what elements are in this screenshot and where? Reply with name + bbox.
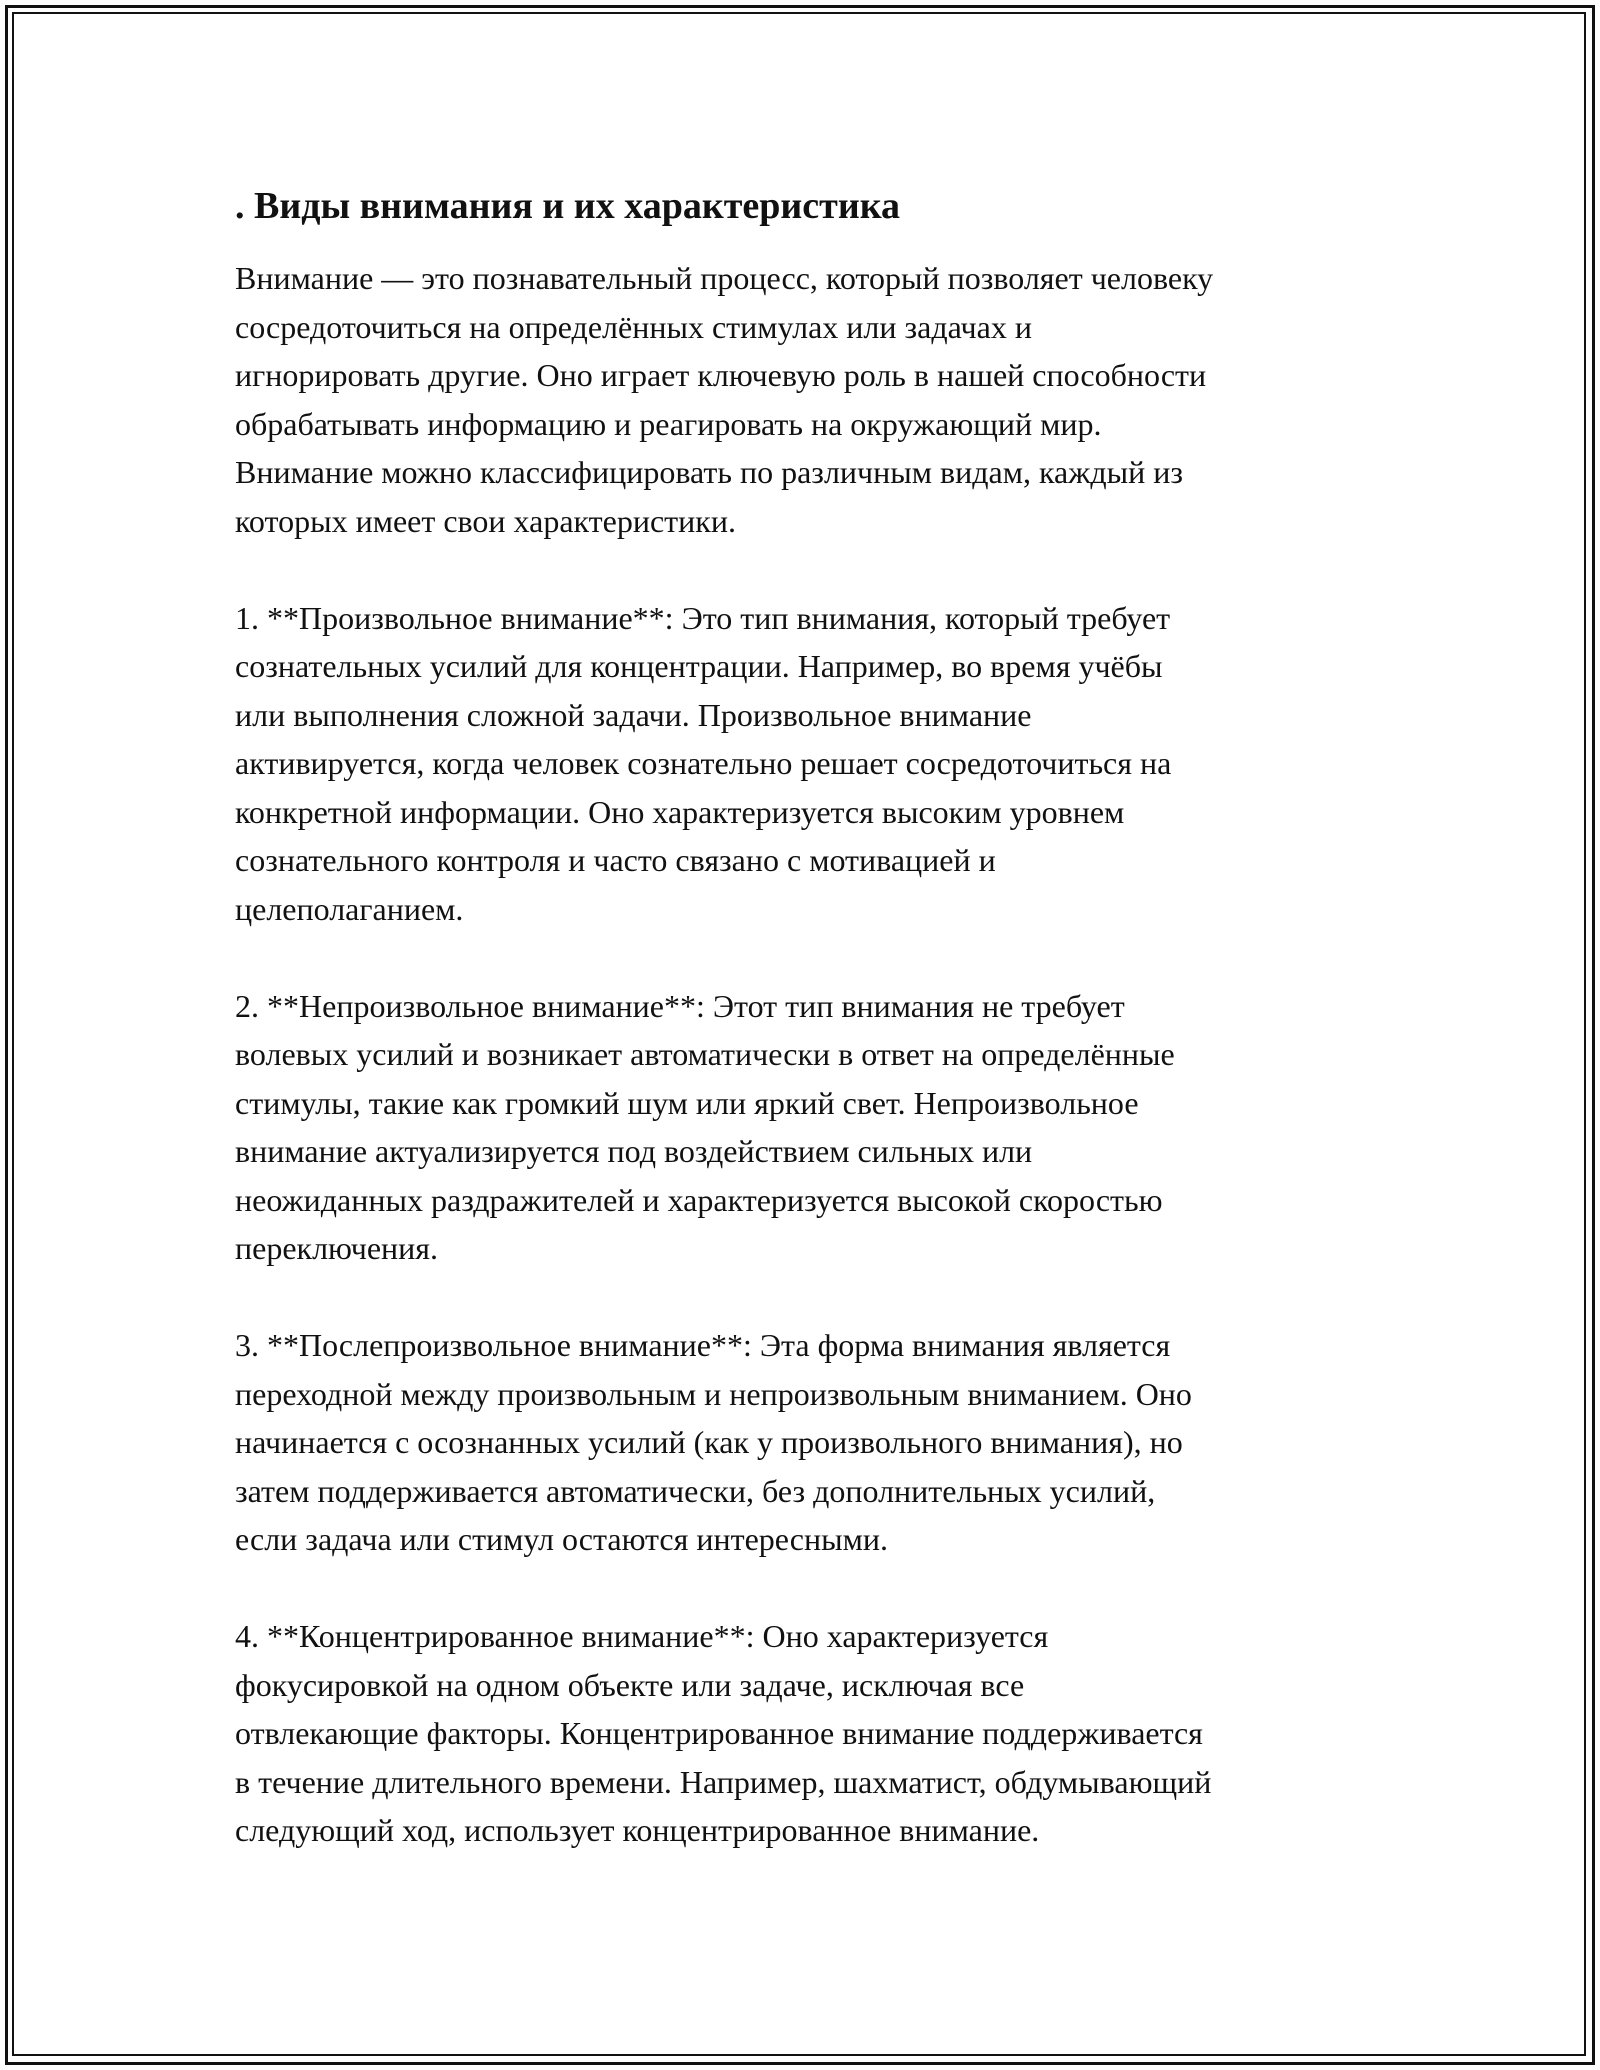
- list-item-post-voluntary-attention: 3. **Послепроизвольное внимание**: Эта форма внимания является переходной между произвольным и непроизвольным вниманием. Оно начинается с осознанных усилий (как у произвольного внимания), но затем поддерживается автоматически, без дополнительных усилий, если задача или стимул остаются интересными.: [235, 1327, 1192, 1557]
- intro-paragraph: Внимание — это познавательный процесс, который позволяет человеку сосредоточиться на определённых стимулах или задачах и игнорировать другие. Оно играет ключевую роль в нашей способности обрабатывать информацию и реагировать на окружающий мир. Внимание можно классифицировать по различным видам, каждый из которых имеет свои характеристики.: [235, 260, 1214, 539]
- list-item-concentrated-attention: 4. **Концентрированное внимание**: Оно характеризуется фокусировкой на одном объекте или задаче, исключая все отвлекающие факторы. Концентрированное внимание поддерживается в течение длительного времени. Например, шахматист, обдумывающий следующий ход, использует концентрированное внимание.: [235, 1618, 1212, 1848]
- list-item-voluntary-attention: 1. **Произвольное внимание**: Это тип внимания, который требует сознательных усилий для концентрации. Например, во время учёбы или выполнения сложной задачи. Произвольное внимание активируется, когда человек сознательно решает сосредоточиться на конкретной информации. Оно характеризуется высоким уровнем сознательного контроля и часто связано с мотивацией и целеполаганием.: [235, 599, 1172, 927]
- document-body: [235, 182, 1395, 1903]
- document-title: . Виды внимания и их характеристика: [235, 185, 901, 227]
- list-item-involuntary-attention: 2. **Непроизвольное внимание**: Этот тип внимания не требует волевых усилий и возникает автоматически в ответ на определённые стимулы, такие как громкий шум или яркий свет. Непроизвольное внимание актуализируется под воздействием сильных или неожиданных раздражителей и характеризуется высокой скоростью переключения.: [235, 987, 1175, 1266]
